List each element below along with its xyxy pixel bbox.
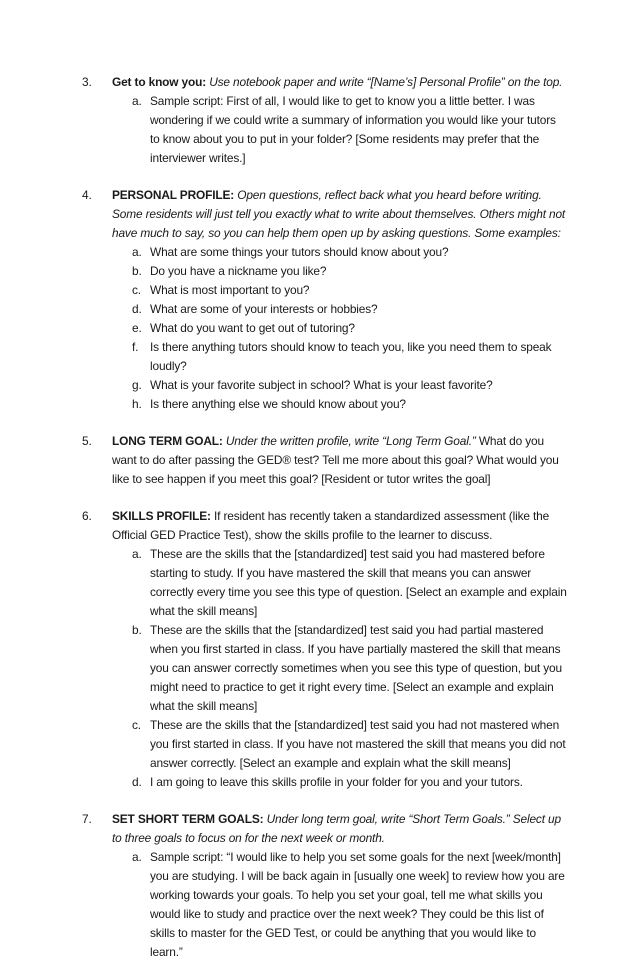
sub-item-letter: b. bbox=[132, 623, 142, 637]
sub-item-text: What is most important to you? bbox=[150, 283, 310, 297]
sub-item-text: Sample script: First of all, I would like to get to know you a little better. I was wondering if we could write a summary of information you would like your tutors to know about you to put in your folder? [Some residents may prefer that the interviewer writes.] bbox=[150, 94, 556, 165]
sub-item-text: I am going to leave this skills profile in your folder for you and your tutors. bbox=[150, 775, 523, 789]
item-number: 5. bbox=[82, 434, 92, 448]
sub-item bbox=[112, 338, 567, 376]
sub-item-letter: b. bbox=[132, 264, 142, 278]
item-number: 7. bbox=[82, 812, 92, 826]
sub-item bbox=[112, 773, 567, 792]
numbered-item bbox=[82, 186, 567, 414]
numbered-item bbox=[82, 810, 567, 962]
sub-item bbox=[112, 92, 567, 168]
numbered-item bbox=[82, 432, 567, 489]
sub-item bbox=[112, 716, 567, 773]
item-instruction: Under long term goal, write “Short Term Goals.” Select up to three goals to focus on for the next week or month. bbox=[112, 812, 561, 845]
sub-item-letter: d. bbox=[132, 302, 142, 316]
sub-item-text: These are the skills that the [standardized] test said you had mastered before starting to study. If you have mastered the skill that means you can answer correctly every time you see this type of question. [Select an example and explain what the skill means] bbox=[150, 547, 567, 618]
sub-item bbox=[112, 262, 567, 281]
sub-item-text: Do you have a nickname you like? bbox=[150, 264, 327, 278]
item-number: 6. bbox=[82, 509, 92, 523]
sub-item-letter: a. bbox=[132, 245, 142, 259]
item-title: Get to know you: bbox=[112, 75, 207, 89]
sub-item bbox=[112, 243, 567, 262]
sub-item bbox=[112, 376, 567, 395]
sub-item-letter: f. bbox=[132, 340, 139, 354]
sub-item bbox=[112, 395, 567, 414]
sub-item-text: Is there anything tutors should know to teach you, like you need them to speak loudly? bbox=[150, 340, 552, 373]
document-page bbox=[82, 73, 567, 980]
sub-item-text: Sample script: “I would like to help you set some goals for the next [week/month] you are studying. I will be back again in [usually one week] to review how you are working towards your goals. To help you set your goal, tell me what skills you would like to study and practice over the next week? They could be this list of skills to master for the GED Test, or could be anything that you would like to learn.” bbox=[150, 850, 565, 959]
item-instruction: Under the written profile, write “Long Term Goal.” bbox=[225, 434, 476, 448]
sub-item-text: These are the skills that the [standardized] test said you had not mastered when you first started in class. If you have not mastered the skill that means you did not answer correctly. [Select an example and explain what the skill means] bbox=[150, 718, 566, 770]
item-title: SKILLS PROFILE: bbox=[112, 509, 211, 523]
sub-item-letter: g. bbox=[132, 378, 142, 392]
sub-item-text: What is your favorite subject in school? What is your least favorite? bbox=[150, 378, 493, 392]
sub-list bbox=[112, 243, 567, 414]
sub-list bbox=[112, 545, 567, 792]
sub-item bbox=[112, 621, 567, 716]
sub-item-letter: a. bbox=[132, 547, 142, 561]
sub-item-letter: e. bbox=[132, 321, 142, 335]
numbered-item bbox=[82, 73, 567, 168]
sub-item bbox=[112, 281, 567, 300]
item-title: PERSONAL PROFILE: bbox=[112, 188, 235, 202]
sub-item-text: Is there anything else we should know about you? bbox=[150, 397, 406, 411]
sub-item-letter: c. bbox=[132, 718, 141, 732]
item-number: 3. bbox=[82, 75, 92, 89]
item-title: LONG TERM GOAL: bbox=[112, 434, 223, 448]
sub-item-letter: a. bbox=[132, 94, 142, 108]
sub-item-letter: c. bbox=[132, 283, 141, 297]
sub-item-letter: h. bbox=[132, 397, 142, 411]
sub-item-text: What are some of your interests or hobbies? bbox=[150, 302, 378, 316]
sub-item bbox=[112, 848, 567, 962]
numbered-item bbox=[82, 507, 567, 792]
sub-item-text: What are some things your tutors should know about you? bbox=[150, 245, 449, 259]
item-text: What do you want to do after passing the GED® test? Tell me more about this goal? What would you like to see happen if you meet this goal? [Resident or tutor writes the goal] bbox=[112, 434, 559, 486]
sub-item-text: These are the skills that the [standardized] test said you had partial mastered when you first started in class. If you have partially mastered the skill that means you can answer correctly sometimes when you see this type of question, but you might need to practice to get it right every time. [Select an example and explain what the skill means] bbox=[150, 623, 562, 713]
sub-item bbox=[112, 545, 567, 621]
sub-item bbox=[112, 319, 567, 338]
item-instruction: Use notebook paper and write “[Name’s] Personal Profile” on the top. bbox=[209, 75, 563, 89]
item-instruction: Open questions, reflect back what you heard before writing. Some residents will just tell you exactly what to write about themselves. Others might not have much to say, so you can help them open up by asking questions. Some examples: bbox=[112, 188, 566, 240]
sub-item-text: What do you want to get out of tutoring? bbox=[150, 321, 355, 335]
sub-list bbox=[112, 848, 567, 962]
sub-item-letter: d. bbox=[132, 775, 142, 789]
item-title: SET SHORT TERM GOALS: bbox=[112, 812, 264, 826]
sub-item-letter: a. bbox=[132, 850, 142, 864]
sub-item bbox=[112, 300, 567, 319]
item-text: If resident has recently taken a standardized assessment (like the Official GED Practice Test), show the skills profile to the learner to discuss. bbox=[112, 509, 550, 542]
item-number: 4. bbox=[82, 188, 92, 202]
sub-list bbox=[112, 92, 567, 168]
